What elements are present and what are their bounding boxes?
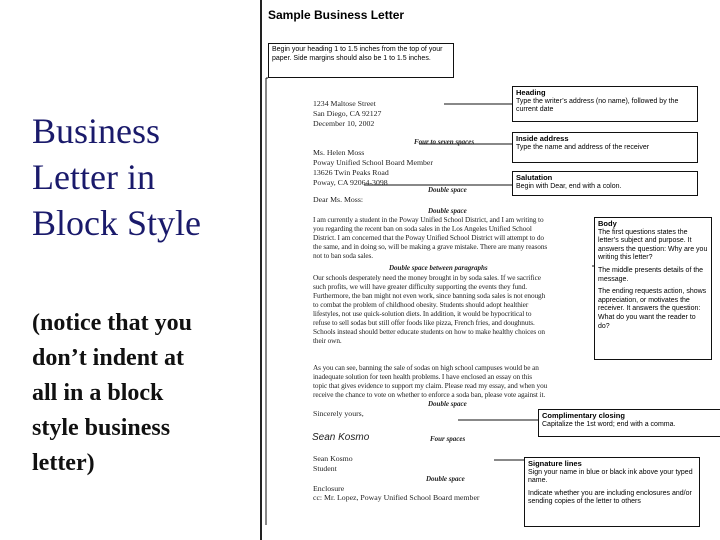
sample-letter-image (254, 0, 720, 540)
paragraph-line: such profits, we will have greater difficulty supporting the events they fund. (313, 282, 527, 291)
paragraph-line: Schools instead should better educate students on how to make healthy choices on (313, 327, 545, 336)
paragraph-line: their own. (313, 336, 342, 345)
paragraph-line: topic that gives evidence to support my claim. Please read my essay, and when you (313, 381, 548, 390)
recipient-line: Poway Unified School Board Member (313, 158, 433, 167)
handwritten-signature: Sean Kosmo (312, 432, 370, 443)
spacing-note: Double space (426, 475, 465, 483)
note-line: style business (32, 415, 171, 441)
signature-tip-text-1: Sign your name in blue or black ink above your typed name. (528, 468, 693, 485)
body-tip-text-2: The middle presents details of the message. (598, 266, 704, 283)
sample-title: Sample Business Letter (268, 8, 405, 22)
margins-tip (268, 43, 454, 78)
heading-tip-text: Type the writer’s address (no name), followed by the current date (516, 97, 679, 114)
inside-address-tip-text: Type the name and address of the receiver (516, 143, 650, 151)
closing-tip-text: Capitalize the 1st word; end with a comma. (542, 420, 676, 428)
note-line: don’t indent at (32, 345, 185, 371)
paragraph-line: District. I am concerned that the Poway Unified School District will attempt to do (313, 233, 544, 242)
salutation-tip-text: Begin with Dear, end with a colon. (516, 182, 622, 190)
enclosure-line: Enclosure (313, 484, 345, 493)
note-line: all in a block (32, 380, 164, 406)
spacing-note: Double space (428, 400, 467, 408)
recipient-line: 13626 Twin Peaks Road (313, 168, 389, 177)
paragraph-line: lifestyles, not use quick-solution diets. In addition, it would be hypocritical to (313, 309, 532, 318)
paragraph-line: not to ban soda sales. (313, 251, 374, 260)
body-tip-text-3: The ending requests action, shows appreciation, or motivates the receiver. It answers the question: What do you want the reader to do? (598, 288, 707, 330)
paragraph-line: the same, and in doing so, will be making a grave mistake. There are many reasons (313, 242, 548, 251)
note-line: (notice that you (32, 310, 192, 336)
paragraph-line: I am currently a student in the Poway Unified School District, and I am writing to (313, 215, 544, 224)
title-line: Block Style (32, 203, 201, 243)
typed-title: Student (313, 464, 337, 473)
note-line: letter) (32, 450, 95, 476)
margins-tip-text: Begin your heading 1 to 1.5 inches from the top of your paper. Side margins should also be 1 to 1.5 inches. (272, 46, 443, 62)
closing-tip-title: Complimentary closing (542, 411, 625, 420)
paragraph-line: refuse to sell sodas but still offer foods like pizza, French fries, and doughnuts. (313, 318, 535, 327)
title-line: Letter in (32, 157, 155, 197)
letter-date: December 10, 2002 (313, 119, 375, 128)
slide-title (32, 108, 252, 246)
signature-tip-title: Signature lines (528, 459, 582, 468)
inside-address-tip-title: Inside address (516, 134, 569, 143)
title-line: Business (32, 111, 161, 151)
paragraph-line: Our schools desperately need the money brought in by soda sales. If we sacrifice (313, 273, 541, 282)
closing-tip (538, 409, 720, 437)
spacing-note: Double space (428, 207, 467, 215)
heading-tip (512, 86, 698, 122)
paragraph-line: you regarding the recent ban on soda sales in the Los Angeles Unified School (313, 224, 532, 233)
closing-line: Sincerely yours, (313, 409, 364, 418)
spacing-note: Double space between paragraphs (389, 264, 488, 272)
sender-address-line: San Diego, CA 92127 (313, 109, 382, 118)
typed-name: Sean Kosmo (313, 454, 353, 463)
signature-tip-text-2: Indicate whether you are including enclosures and/or sending copies of the letter to others (528, 489, 692, 506)
body-tip-title: Body (598, 219, 617, 228)
slide-note (32, 306, 257, 481)
salutation-line: Dear Ms. Moss: (313, 195, 364, 204)
heading-tip-title: Heading (516, 88, 546, 97)
paragraph-line: receive the chance to vote on whether to enforce a soda ban, please vote against it. (313, 390, 546, 399)
spacing-note: Four spaces (430, 435, 466, 443)
body-tip (594, 217, 712, 360)
body-tip-text-1: The first questions states the letter’s subject and purpose. It answers the question: Why are you writing this letter? (598, 228, 708, 262)
paragraph-line: to combat the problem of childhood obesity. Students should adopt healthier (313, 300, 529, 309)
spacing-note: Four to seven spaces (414, 138, 475, 146)
sender-address-line: 1234 Maltose Street (313, 99, 376, 108)
inside-address-tip (512, 132, 698, 163)
cc-line: cc: Mr. Lopez, Poway Unified School Board member (313, 493, 480, 502)
recipient-line: Poway, CA 92064-3098 (313, 178, 388, 187)
paragraph-line: inadequate solution for teen health problems. I have enclosed an essay on this (313, 372, 532, 381)
signature-tip (524, 457, 700, 527)
salutation-tip-title: Salutation (516, 173, 553, 182)
spacing-note: Double space (428, 186, 467, 194)
recipient-line: Ms. Helen Moss (313, 148, 365, 157)
salutation-tip (512, 171, 698, 196)
paragraph-line: As you can see, banning the sale of sodas on high school campuses would be an (313, 363, 539, 372)
paragraph-line: Furthermore, the ban might not even work, since banning soda sales is not enough (313, 291, 546, 300)
